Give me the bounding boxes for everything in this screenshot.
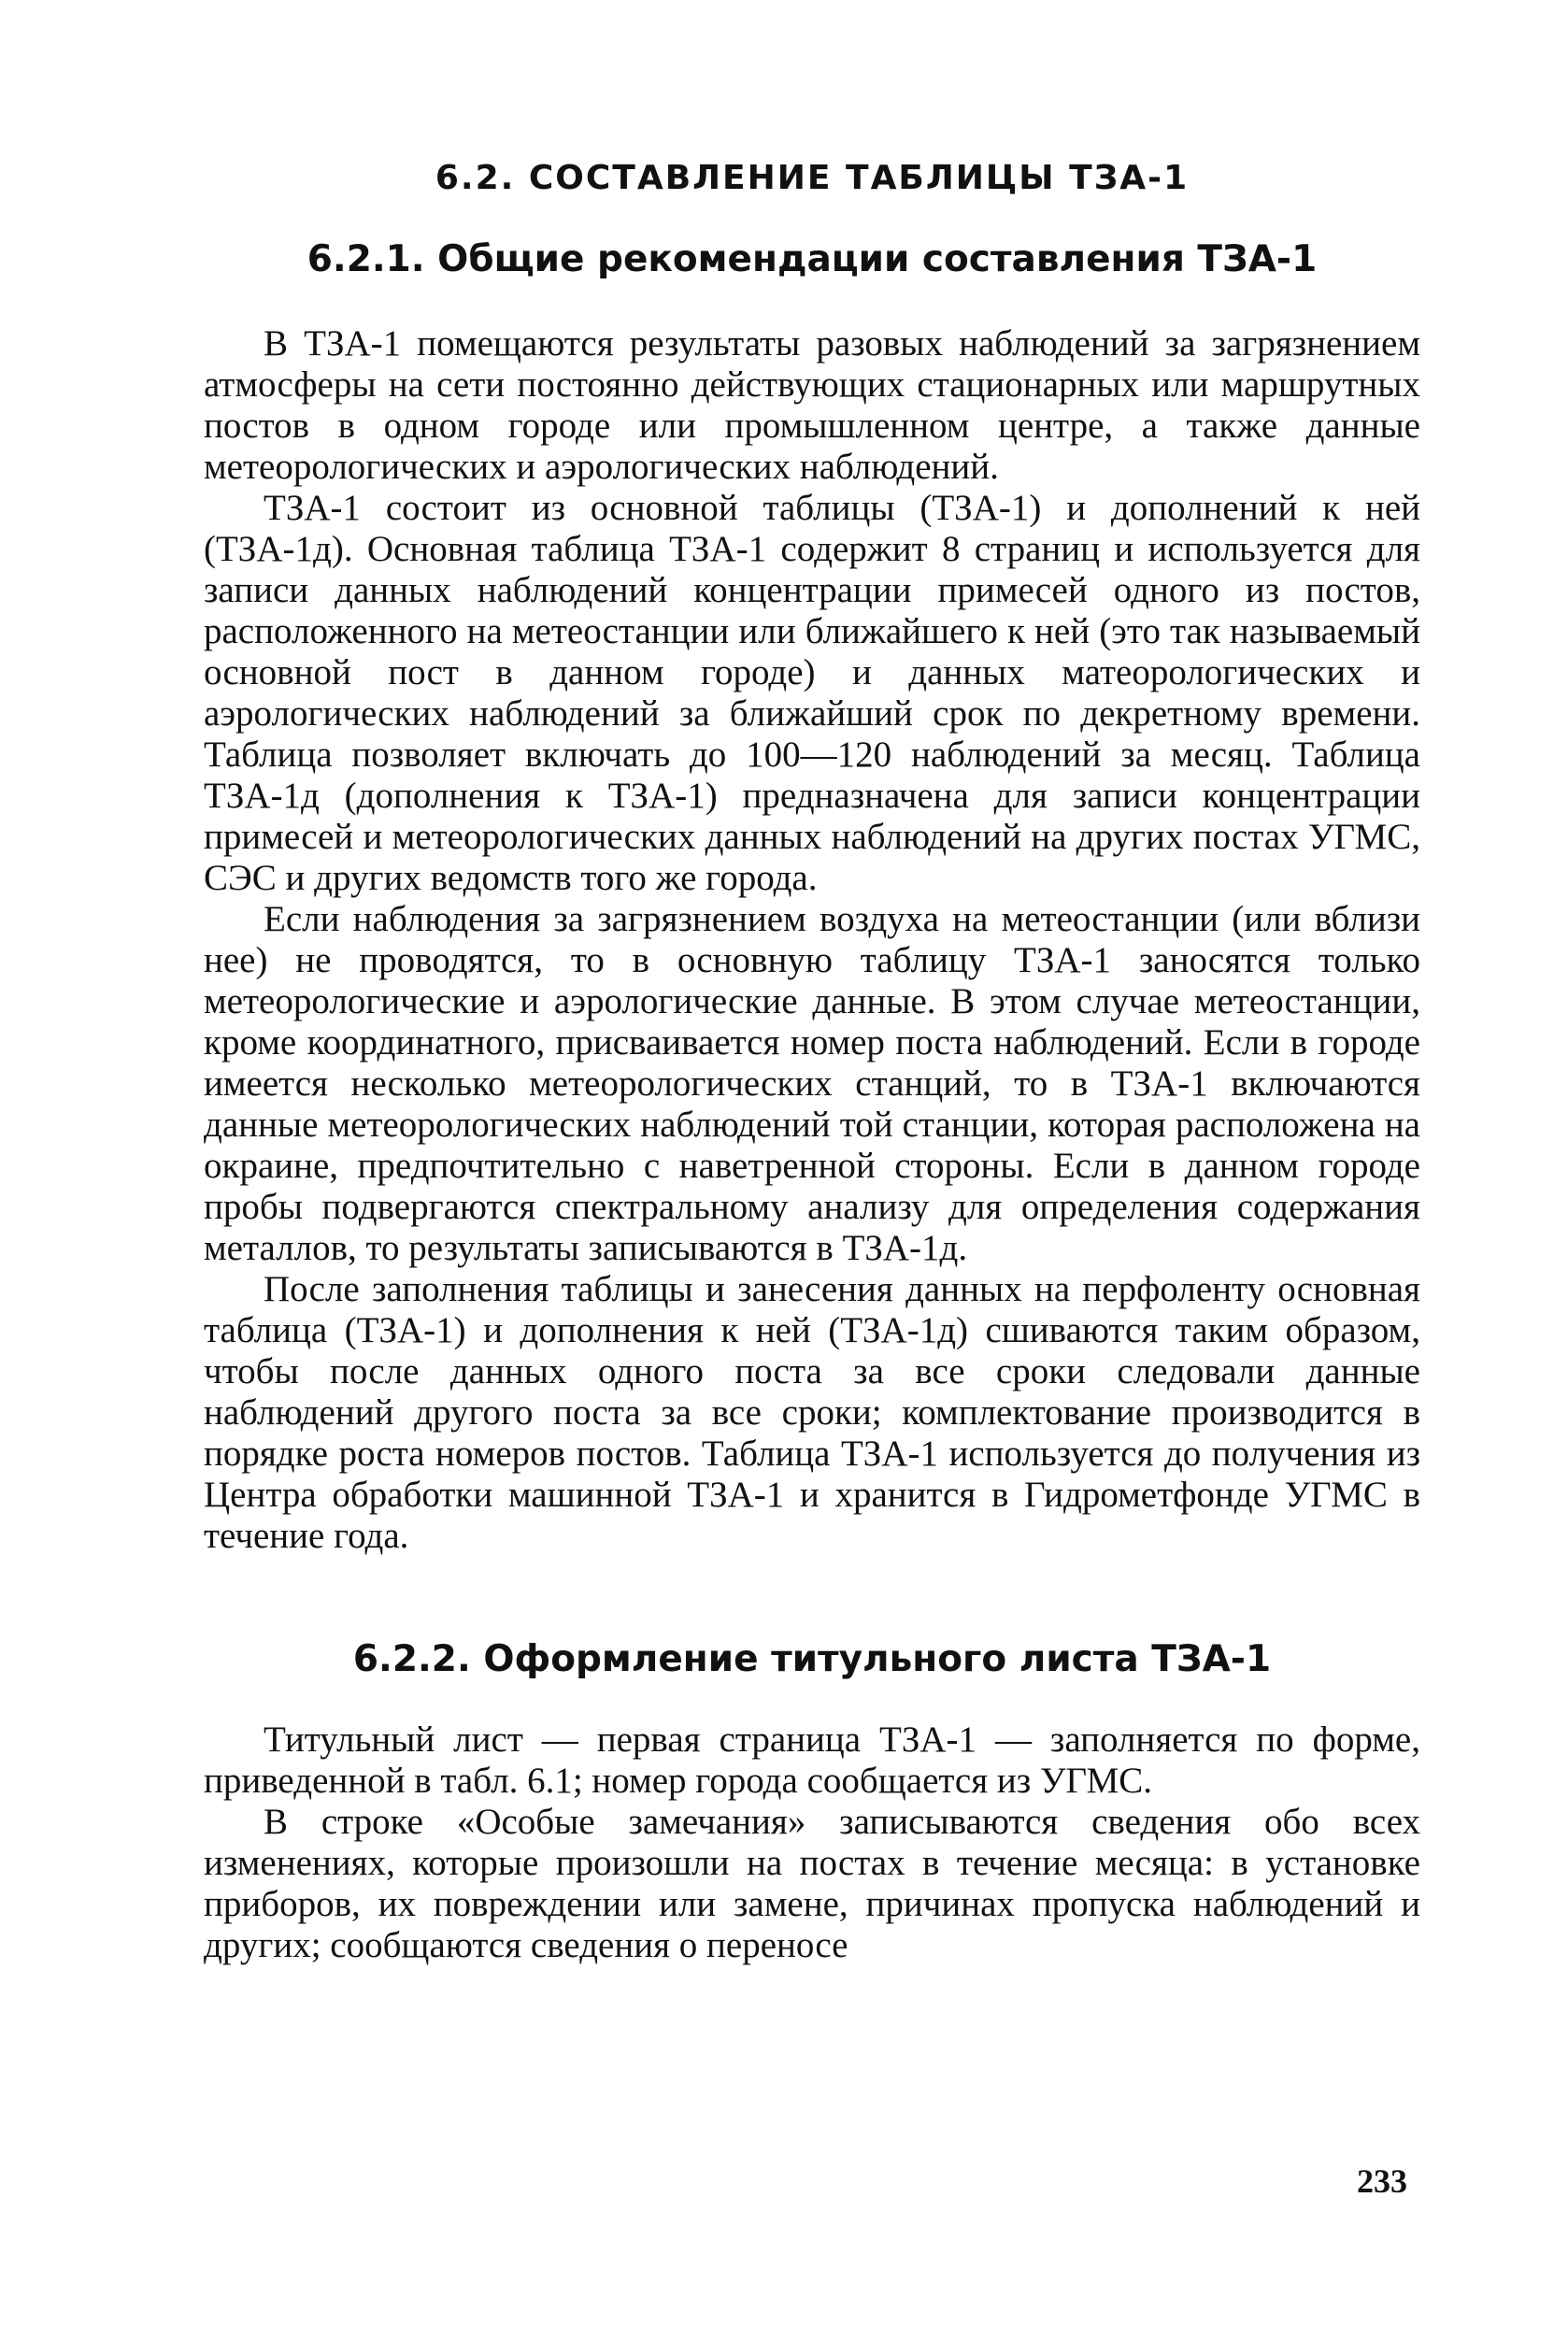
subsection-title-6-2-1: 6.2.1. Общие рекомендации составления ТЗА-1 [306,238,1318,280]
page-number: 233 [1357,2162,1407,2200]
paragraph: ТЗА-1 состоит из основной таблицы (ТЗА-1) и дополнений к ней (ТЗА-1д). Основная таблица ТЗА-1 содержит 8 страниц и используется для записи данных наблюдений концентрации примесей одного из постов, расположенного на метеостанции или ближайшего к ней (это так называемый основной пост в данном городе) и данных матеорологических и аэрологических наблюдений за ближайший срок по декретному времени. Таблица позволяет включать до 100—120 наблюдений за месяц. Таблица ТЗА-1д (дополнения к ТЗА-1) предназначена для записи концентрации примесей и метеорологических данных наблюдений на других постах УГМС, СЭС и других ведомств того же города. [204,488,1420,898]
paragraph: В строке «Особые замечания» записываются сведения обо всех изменениях, которые произошли на постах в течение месяца: в установке приборов, их повреждении или замене, причинах пропуска наблюдений и других; сообщаются сведения о переносе [204,1802,1420,1965]
subsection-body-6-2-2 [204,1719,1420,1966]
section-title: 6.2. СОСТАВЛЕНИЕ ТАБЛИЦЫ ТЗА-1 [435,159,1190,197]
subsection-body-6-2-1 [204,323,1420,1557]
paragraph: В ТЗА-1 помещаются результаты разовых наблюдений за загрязнением атмосферы на сети постоянно действующих стационарных или маршрутных постов в одном городе или промышленном центре, а также данные метеорологических и аэрологических наблюдений. [204,323,1420,487]
subsection-title-6-2-2: 6.2.2. Оформление титульного листа ТЗА-1 [352,1638,1272,1680]
paragraph: Титульный лист — первая страница ТЗА-1 — заполняется по форме, приведенной в табл. 6.1; номер города сообщается из УГМС. [204,1719,1420,1801]
paragraph: Если наблюдения за загрязнением воздуха на метеостанции (или вблизи нее) не проводятся, то в основную таблицу ТЗА-1 заносятся только метеорологические и аэрологические данные. В этом случае метеостанции, кроме координатного, присваивается номер поста наблюдений. Если в городе имеется несколько метеорологических станций, то в ТЗА-1 включаются данные метеорологических наблюдений той станции, которая расположена на окраине, предпочтительно с наветренной стороны. Если в данном городе пробы подвергаются спектральному анализу для определения содержания металлов, то результаты записываются в ТЗА-1д. [204,899,1420,1268]
paragraph: После заполнения таблицы и занесения данных на перфоленту основная таблица (ТЗА-1) и дополнения к ней (ТЗА-1д) сшиваются таким образом, чтобы после данных одного поста за все сроки следовали данные наблюдений другого поста за все сроки; комплектование производится в порядке роста номеров постов. Таблица ТЗА-1 используется до получения из Центра обработки машинной ТЗА-1 и хранится в Гидрометфонде УГМС в течение года. [204,1269,1420,1556]
text-column [204,157,1420,1966]
